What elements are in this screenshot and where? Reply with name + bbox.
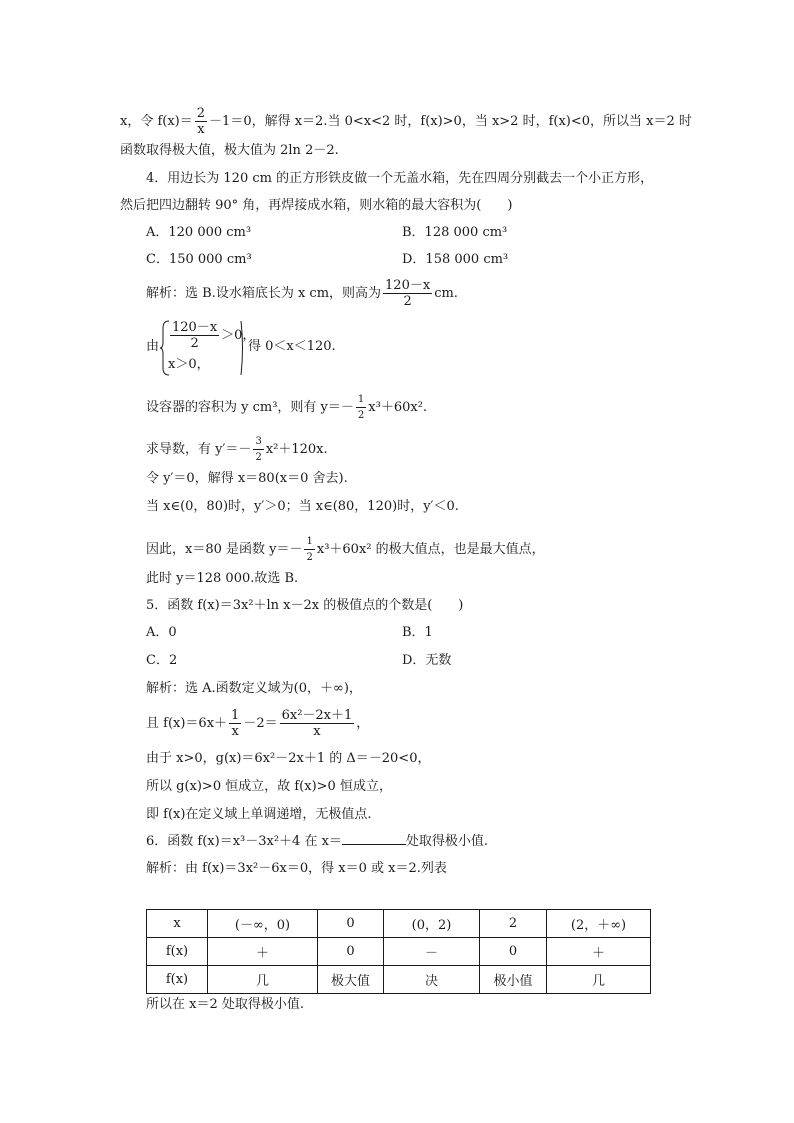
q4-option-d: D．158 000 cm³ bbox=[402, 252, 509, 267]
table-cell: 2 bbox=[480, 910, 547, 938]
right-brace-line-icon bbox=[240, 320, 246, 376]
frac-num: 3 bbox=[253, 434, 263, 450]
q4-max-tail: x³＋60x² 的极大值点，也是最大值点， bbox=[316, 542, 545, 557]
table-cell: x bbox=[147, 910, 208, 938]
q4-sol1-text: 解析：选 B.设水箱底长为 x cm，则高为 bbox=[146, 286, 382, 301]
q5-solution-line-1: 解析：选 A.函数定义域为(0，＋∞)， bbox=[146, 681, 362, 696]
q4-volume-tail: x³＋60x². bbox=[368, 400, 428, 415]
table-cell: 几 bbox=[208, 966, 318, 994]
table-cell: (2，＋∞) bbox=[547, 910, 651, 938]
q5-option-b: B．1 bbox=[402, 625, 433, 640]
q5-solution-line-4: 所以 g(x)>0 恒成立，故 f(x)>0 恒成立， bbox=[146, 779, 392, 794]
frac-den: x bbox=[197, 122, 205, 137]
table-cell: － bbox=[384, 938, 480, 966]
table-cell: ＋ bbox=[208, 938, 318, 966]
q5-solution-line-5: 即 f(x)在定义域上单调递增，无极值点. bbox=[146, 807, 372, 822]
frac-den: 2 bbox=[403, 294, 412, 309]
q4-stem-line-1: 4．用边长为 120 cm 的正方形铁皮做一个无盖水箱，先在四周分别截去一个小正方形， bbox=[146, 171, 654, 186]
q5-sol2-tail: ， bbox=[356, 716, 370, 731]
q6-solution: 解析：由 f(x)＝3x²－6x＝0，得 x＝0 或 x＝2.列表 bbox=[146, 861, 447, 876]
frac-num: 6x²－2x＋1 bbox=[281, 708, 353, 723]
q4-solution-line-1 bbox=[146, 278, 458, 309]
table-cell: 极大值 bbox=[318, 966, 384, 994]
q5-sol2-mid: －2＝ bbox=[243, 716, 278, 731]
table-cell: 0 bbox=[480, 938, 547, 966]
q5-option-a: A．0 bbox=[146, 625, 177, 640]
q5-option-c: C．2 bbox=[146, 653, 178, 668]
frac-den: 2 bbox=[357, 410, 365, 421]
fraction-2-over-x bbox=[195, 106, 207, 137]
q4-sol1-unit: cm. bbox=[434, 286, 458, 301]
q4-derivative-text: 求导数，有 y′＝－ bbox=[146, 442, 252, 457]
fraction-height bbox=[383, 278, 432, 309]
q4-sign-line: 当 x∈(0，80)时，y′＞0；当 x∈(80，120)时，y′＜0. bbox=[146, 499, 459, 514]
frac-num: 120－x bbox=[172, 320, 218, 335]
frac-num: 1 bbox=[231, 708, 240, 723]
q6-stem-tail: 处取得极小值. bbox=[405, 834, 489, 849]
intro-line-2: 函数取得极大值，极大值为 2ln 2－2. bbox=[120, 143, 339, 158]
q4-system-row-1-tail: ＞0， bbox=[221, 328, 256, 343]
answer-blank[interactable] bbox=[342, 832, 406, 845]
table-cell: 0 bbox=[318, 910, 384, 938]
q4-system-result: 得 0＜x＜120. bbox=[248, 339, 336, 354]
q4-derivative-tail: x²＋120x. bbox=[265, 442, 328, 457]
table-row bbox=[147, 910, 651, 938]
q4-max-line bbox=[146, 534, 545, 565]
table-cell: 0 bbox=[318, 938, 384, 966]
frac-num: 1 bbox=[356, 392, 366, 408]
q6-stem bbox=[146, 832, 488, 851]
q5-stem: 5．函数 f(x)＝3x²＋ln x－2x 的极值点的个数是( ) bbox=[146, 598, 464, 613]
q4-option-b: B．128 000 cm³ bbox=[402, 225, 508, 240]
table-cell: (－∞，0) bbox=[208, 910, 318, 938]
q4-volume-line bbox=[146, 392, 427, 423]
frac-num: 1 bbox=[304, 534, 314, 550]
q5-option-d: D．无数 bbox=[402, 653, 452, 668]
table-cell: 极小值 bbox=[480, 966, 547, 994]
q5-solution-line-2 bbox=[146, 708, 369, 739]
q6-conclusion: 所以在 x＝2 处取得极小值. bbox=[146, 997, 304, 1012]
fraction-1-over-x bbox=[229, 708, 241, 739]
fraction-half-2 bbox=[304, 534, 314, 565]
q4-system-row-2: x＞0， bbox=[168, 357, 210, 372]
table-cell: 几 bbox=[547, 966, 651, 994]
frac-den: 2 bbox=[306, 552, 313, 563]
sign-table bbox=[146, 909, 651, 994]
frac-den: 2 bbox=[255, 452, 262, 463]
table-cell: f(x) bbox=[147, 938, 208, 966]
q4-volume-text: 设容器的容积为 y cm³，则有 y＝－ bbox=[146, 400, 354, 415]
q4-zero-line: 令 y′＝0，解得 x＝80(x＝0 舍去). bbox=[146, 471, 348, 486]
q4-system-prefix: 由 bbox=[146, 339, 160, 354]
intro-text-a: x，令 f(x)＝ bbox=[120, 114, 193, 129]
table-row bbox=[147, 966, 651, 994]
frac-num: 2 bbox=[196, 106, 206, 121]
q4-max-text: 因此，x＝80 是函数 y＝－ bbox=[146, 542, 303, 557]
q4-final-line: 此时 y＝128 000.故选 B. bbox=[146, 571, 299, 586]
frac-den: x bbox=[313, 724, 321, 739]
intro-text-b: －1＝0，解得 x＝2.当 0<x<2 时，f(x)>0，当 x>2 时，f(x)<0，所以当 x＝2 时 bbox=[209, 114, 692, 129]
fraction-half bbox=[356, 392, 366, 423]
table-cell: f(x) bbox=[147, 966, 208, 994]
fraction-quadratic-over-x bbox=[280, 708, 355, 739]
intro-line-1 bbox=[120, 106, 692, 137]
q4-option-a: A．120 000 cm³ bbox=[146, 225, 252, 240]
table-cell: ＋ bbox=[547, 938, 651, 966]
frac-den: 2 bbox=[190, 336, 199, 351]
table-cell: (0，2) bbox=[384, 910, 480, 938]
table-row bbox=[147, 938, 651, 966]
fraction-three-halves bbox=[253, 434, 263, 465]
q4-derivative-line bbox=[146, 434, 328, 465]
q5-sol2-text: 且 f(x)＝6x＋ bbox=[146, 716, 228, 731]
frac-num: 120－x bbox=[385, 278, 431, 293]
q4-option-c: C．150 000 cm³ bbox=[146, 252, 252, 267]
table-cell: 决 bbox=[384, 966, 480, 994]
q6-stem-text: 6．函数 f(x)＝x³－3x²＋4 在 x＝ bbox=[146, 834, 342, 849]
q5-solution-line-3: 由于 x>0，g(x)＝6x²－2x＋1 的 Δ＝－20<0， bbox=[146, 751, 431, 766]
q4-stem-line-2: 然后把四边翻转 90° 角，再焊接成水箱，则水箱的最大容积为( ) bbox=[120, 198, 513, 213]
frac-den: x bbox=[231, 724, 239, 739]
fraction-system bbox=[170, 320, 219, 351]
